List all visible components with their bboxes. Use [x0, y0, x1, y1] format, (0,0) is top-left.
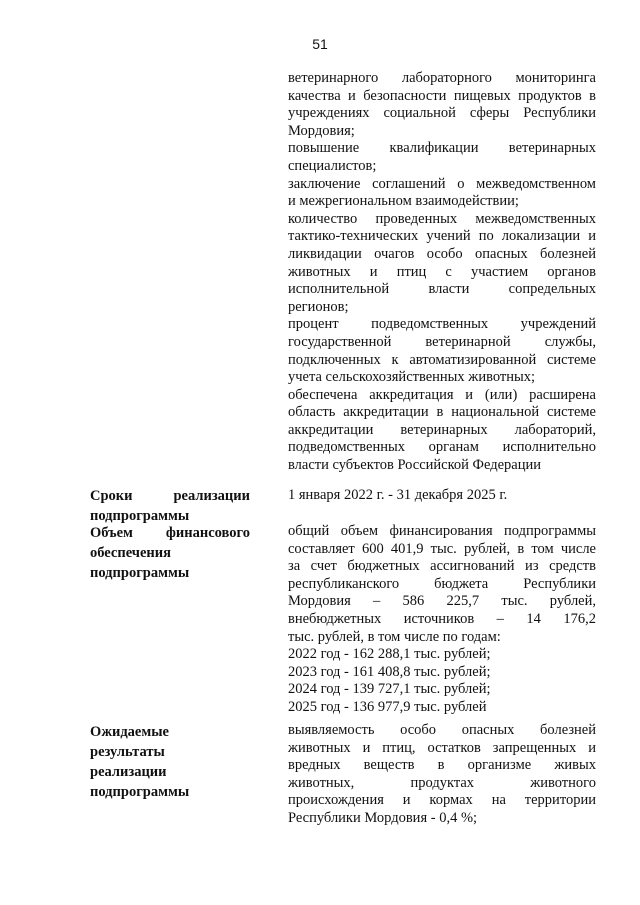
- text-line: заключение соглашений о межведомственном: [288, 175, 596, 192]
- text-line: процент подведомственных учреждений: [288, 316, 596, 333]
- text-line: 2024 год - 139 727,1 тыс. рублей;: [288, 681, 491, 698]
- label-line: результаты: [90, 744, 165, 760]
- financing-text: [288, 523, 596, 717]
- text-line: выявляемость особо опасных болезней: [288, 722, 596, 738]
- label-line: подпрограммы: [90, 784, 190, 800]
- text-line: аккредитации ветеринарных лабораторий,: [288, 421, 596, 438]
- text-line: подключенных к автоматизированной системе: [288, 351, 596, 368]
- text-line: тыс. рублей, в том числе по годам:: [288, 628, 501, 645]
- text-line: животных, продуктах животного: [288, 774, 596, 791]
- label-line: Ожидаемые: [90, 724, 169, 740]
- text-line: 1 января 2022 г. - 31 декабря 2025 г.: [288, 487, 508, 503]
- text-line: власти субъектов Российской Федерации: [288, 457, 542, 474]
- text-line: ветеринарного лабораторного мониторинга: [288, 70, 596, 86]
- text-line: и межрегиональном взаимодействии;: [288, 193, 519, 210]
- terms-label: [90, 486, 250, 526]
- text-line: вредных веществ в организме живых: [288, 757, 596, 774]
- label-line: Сроки реализации: [90, 488, 250, 504]
- terms-value: [288, 487, 596, 505]
- label-line: подпрограммы: [90, 508, 190, 524]
- text-line: количество проведенных межведомственных: [288, 210, 596, 227]
- text-line: 2022 год - 162 288,1 тыс. рублей;: [288, 646, 491, 663]
- text-line: тактико-технических учений по локализации и: [288, 228, 596, 245]
- text-line: Мордовия;: [288, 122, 355, 139]
- text-line: подведомственных органам исполнительно: [288, 439, 596, 456]
- text-line: за счет бюджетных ассигнований из средств: [288, 558, 596, 575]
- text-line: общий объем финансирования подпрограммы: [288, 523, 596, 539]
- text-line: животных и птиц с участием органов: [288, 263, 596, 280]
- text-line: составляет 600 401,9 тыс. рублей, в том числе: [288, 540, 596, 557]
- label-line: Объем финансового: [90, 525, 250, 541]
- results-text: [288, 722, 596, 828]
- results-label: [90, 722, 250, 802]
- text-line: ликвидации очагов особо опасных болезней: [288, 245, 596, 262]
- indicators-text: [288, 70, 596, 475]
- text-line: повышение квалификации ветеринарных: [288, 140, 596, 157]
- text-line: внебюджетных источников – 14 176,2: [288, 610, 596, 627]
- text-line: Мордовия – 586 225,7 тыс. рублей,: [288, 593, 596, 610]
- text-line: исполнительной власти сопредельных: [288, 281, 596, 298]
- text-line: учреждениях социальной сферы Республики: [288, 105, 596, 122]
- text-line: специалистов;: [288, 157, 377, 174]
- text-line: 2023 год - 161 408,8 тыс. рублей;: [288, 663, 491, 680]
- text-line: государственной ветеринарной службы,: [288, 333, 596, 350]
- text-line: регионов;: [288, 298, 349, 315]
- text-line: обеспечена аккредитация и (или) расширена: [288, 386, 596, 403]
- label-line: обеспечения: [90, 545, 171, 561]
- financing-label: [90, 523, 250, 583]
- text-line: учета сельскохозяйственных животных;: [288, 369, 535, 386]
- page-number: 51: [312, 36, 328, 52]
- text-line: качества и безопасности пищевых продуктов в: [288, 87, 596, 104]
- text-line: область аккредитации в национальной системе: [288, 404, 596, 421]
- text-line: Республики Мордовия - 0,4 %;: [288, 809, 478, 826]
- label-line: подпрограммы: [90, 565, 190, 581]
- text-line: 2025 год - 136 977,9 тыс. рублей: [288, 698, 487, 715]
- text-line: республиканского бюджета Республики: [288, 575, 596, 592]
- text-line: животных и птиц, остатков запрещенных и: [288, 739, 596, 756]
- text-line: происхождения и кормах на территории: [288, 792, 596, 809]
- label-line: реализации: [90, 764, 167, 780]
